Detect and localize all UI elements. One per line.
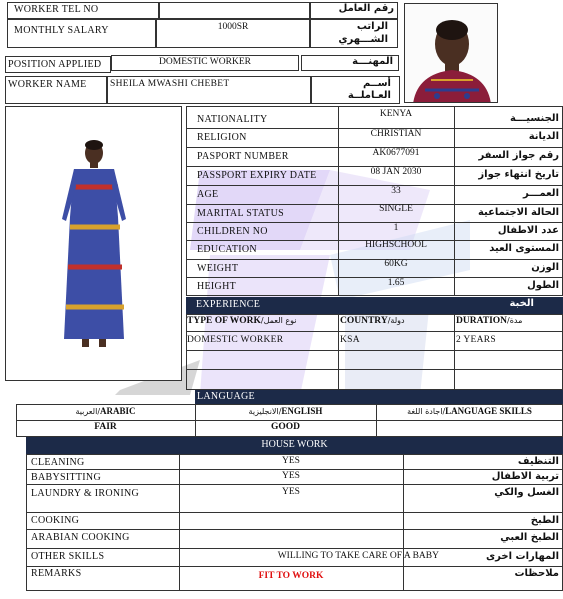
nationality-ar: الجنسيـــة bbox=[509, 113, 559, 124]
worker-tel-value-cell bbox=[159, 2, 310, 19]
marital-status-value: SINGLE bbox=[379, 204, 413, 214]
marital-status-label: MARITAL STATUS bbox=[197, 208, 284, 219]
salary-label: MONTHLY SALARY bbox=[14, 25, 109, 36]
experience-col-country bbox=[340, 316, 405, 326]
cleaning-ar: التنظيف bbox=[517, 456, 559, 467]
language-english-header bbox=[195, 406, 376, 416]
remarks-value: FIT TO WORK bbox=[258, 571, 324, 581]
education-value: HIGHSCHOOL bbox=[365, 240, 427, 250]
children-value: 1 bbox=[393, 223, 399, 233]
babysitting-ar: تربية الاطفال bbox=[491, 471, 559, 482]
education-label: EDUCATION bbox=[197, 244, 257, 255]
experience-col-type bbox=[187, 316, 297, 326]
laundry-value: YES bbox=[282, 487, 300, 497]
experience-col-type-ar: /نوع العمل bbox=[260, 316, 297, 325]
salary-value: 1000SR bbox=[217, 22, 249, 32]
cleaning-value: YES bbox=[282, 456, 300, 466]
weight-ar: الوزن bbox=[531, 262, 559, 273]
height-ar: الطول bbox=[527, 280, 559, 291]
salary-ar-1: الراتب bbox=[356, 21, 388, 32]
portrait-photo bbox=[404, 3, 498, 103]
age-value: 33 bbox=[391, 186, 401, 196]
language-english-ar: الانجليزية/ bbox=[248, 407, 282, 416]
children-ar: عدد الاطفال bbox=[497, 225, 559, 236]
language-english-label: ENGLISH bbox=[281, 406, 323, 416]
cooking-label: COOKING bbox=[31, 515, 80, 526]
experience-row-type: DOMESTIC WORKER bbox=[187, 335, 284, 345]
cleaning-label: CLEANING bbox=[31, 457, 85, 468]
language-arabic-level: FAIR bbox=[94, 422, 117, 432]
remarks-ar: ملاحظات bbox=[514, 568, 559, 579]
position-label: POSITION APPLIED bbox=[8, 59, 102, 70]
weight-label: WEIGHT bbox=[197, 263, 239, 274]
language-skills-label: LANGUAGE SKILLS bbox=[445, 406, 532, 416]
experience-col-country-ar: /دولة bbox=[387, 316, 405, 325]
house-work-title: HOUSE WORK bbox=[261, 439, 328, 450]
experience-col-type-label: TYPE OF WORK bbox=[187, 316, 261, 326]
nationality-label: NATIONALITY bbox=[197, 114, 268, 125]
experience-col-duration-label: DURATION bbox=[456, 316, 508, 326]
laundry-ar: الغسل والكي bbox=[494, 487, 559, 498]
worker-tel-label: WORKER TEL NO bbox=[14, 4, 99, 15]
salary-ar-2: الشـــهري bbox=[338, 34, 388, 45]
experience-col-duration-ar: /مدة bbox=[507, 316, 523, 325]
name-ar-1: أســم bbox=[363, 78, 391, 89]
passport-expiry-ar: تاريخ انتهاء جواز bbox=[478, 169, 559, 180]
language-skills-header bbox=[376, 406, 563, 416]
remarks-label: REMARKS bbox=[31, 568, 82, 579]
cooking-ar: الطبخ bbox=[530, 515, 559, 526]
worker-no-ar: رقم العامل bbox=[338, 3, 394, 14]
passport-expiry-label: PASSPORT EXPIRY DATE bbox=[197, 170, 317, 181]
age-label: AGE bbox=[197, 189, 219, 200]
language-arabic-ar: العربية/ bbox=[75, 407, 101, 416]
height-label: HEIGHT bbox=[197, 281, 237, 292]
age-ar: العمـــر bbox=[522, 188, 559, 199]
name-ar-2: العـاملــة bbox=[347, 90, 391, 101]
language-skills-ar: اجادة اللغة/ bbox=[407, 407, 446, 416]
experience-col-country-label: COUNTRY bbox=[340, 316, 388, 326]
passport-number-label: PASPORT NUMBER bbox=[197, 151, 289, 162]
arabian-cooking-label: ARABIAN COOKING bbox=[31, 532, 130, 543]
other-skills-label: OTHER SKILLS bbox=[31, 551, 105, 562]
religion-ar: الديانة bbox=[528, 131, 559, 142]
passport-number-ar: رقم جواز السفر bbox=[478, 150, 559, 161]
experience-row-country: KSA bbox=[340, 335, 360, 345]
children-label: CHILDREN NO bbox=[197, 226, 268, 237]
education-ar: المستوى العيد bbox=[489, 243, 559, 254]
laundry-label: LAUNDRY & IRONING bbox=[31, 488, 140, 499]
babysitting-value: YES bbox=[282, 471, 300, 481]
position-ar: المهنـــة bbox=[352, 56, 393, 67]
language-title: LANGUAGE bbox=[197, 391, 255, 402]
experience-title: EXPERIENCE bbox=[196, 299, 261, 310]
height-value: 1.65 bbox=[387, 278, 405, 288]
other-skills-ar: المهارات اخرى bbox=[486, 551, 559, 562]
experience-title-ar: الخبة bbox=[509, 298, 534, 309]
marital-status-ar: الحالة الاجتماعية bbox=[477, 207, 559, 218]
name-label: WORKER NAME bbox=[8, 79, 87, 90]
weight-value: 60KG bbox=[384, 259, 408, 269]
religion-value: CHRISTIAN bbox=[370, 129, 422, 139]
passport-expiry-value: 08 JAN 2030 bbox=[370, 167, 422, 177]
experience-col-duration bbox=[456, 316, 522, 326]
language-english-level: GOOD bbox=[270, 422, 301, 432]
name-value: SHEILA MWASHI CHEBET bbox=[110, 79, 230, 89]
babysitting-label: BABYSITTING bbox=[31, 472, 101, 483]
arabian-cooking-ar: الطبخ العبي bbox=[500, 532, 559, 543]
experience-row-duration: 2 YEARS bbox=[456, 335, 497, 345]
position-value: DOMESTIC WORKER bbox=[159, 57, 251, 67]
language-arabic-header bbox=[16, 406, 195, 416]
religion-label: RELIGION bbox=[197, 132, 247, 143]
other-skills-value: WILLING TO TAKE CARE OF A BABY bbox=[277, 551, 439, 561]
passport-number-value: AK0677091 bbox=[372, 148, 420, 158]
full-body-photo bbox=[5, 106, 182, 381]
nationality-value: KENYA bbox=[379, 109, 413, 119]
language-arabic-label: ARABIC bbox=[100, 406, 136, 416]
